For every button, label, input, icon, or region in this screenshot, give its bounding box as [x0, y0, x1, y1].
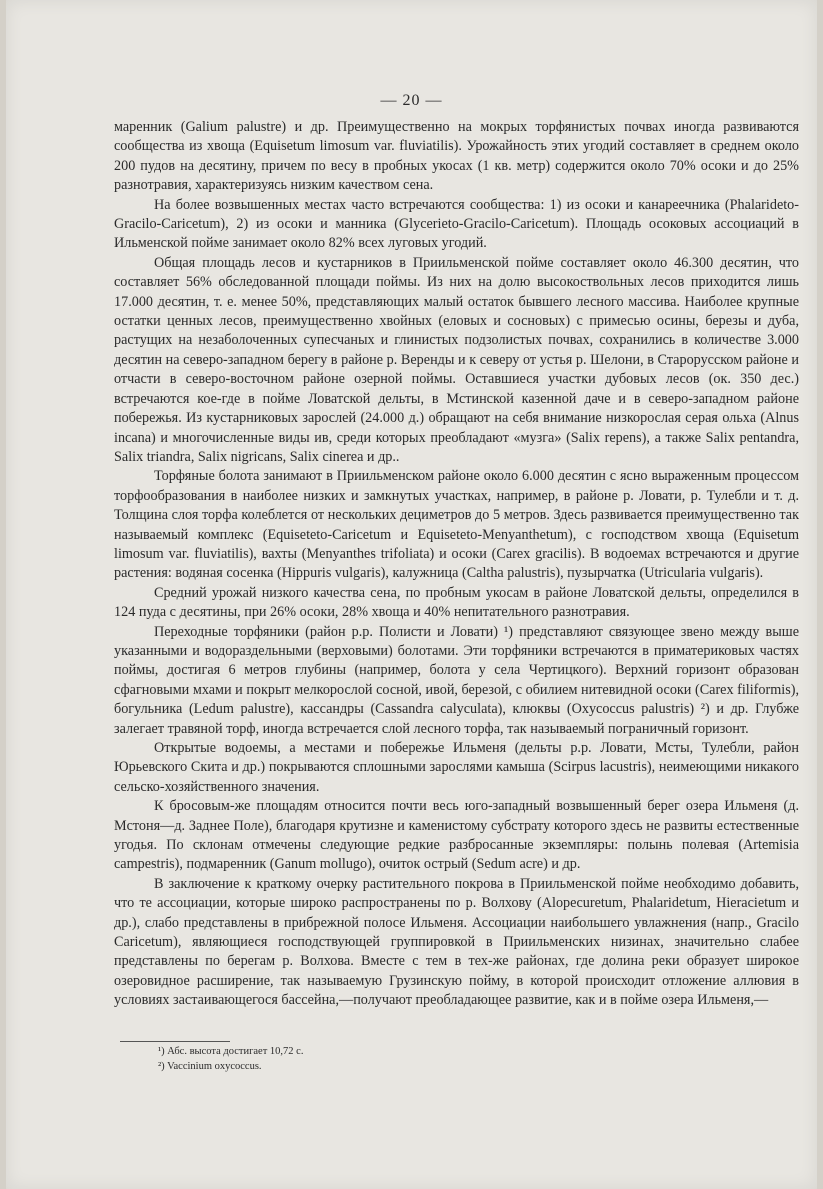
document-page	[6, 0, 817, 1189]
footnotes	[158, 1044, 558, 1074]
paragraph: К бросовым-же площадям относится почти весь юго-западный возвышенный берег озера Ильменя (д. Мстоня—д. Заднее Поле), благодаря крутизне и каменистому субстрату которого здесь не развиты естественные угодья. По склонам отмечены следующие редкие разбросанные экземпляры: полынь полевая (Artemisia campestris), подмаренник (Ganum mollugo), очиток острый (Sedum acre) и др.	[114, 798, 799, 873]
paragraph: В заключение к краткому очерку растительного покрова в Приильменской пойме необходимо добавить, что те ассоциации, которые широко распространены по р. Волхову (Alopecuretum, Phalaridetum, Hieracietum и др.), слабо представлены в прибрежной полосе Ильменя. Ассоциации наибольшего увлажнения (напр., Gracilo Caricetum), являющиеся господствующей группировкой в Приильменских низинах, значительно слабее представлены по берегам р. Волхова. Вместе с тем в тех-же районах, где долина реки образует широкое озеровидное расширение, так называемую Грузинскую пойму, в которой происходит отложение аллювия в условиях застаивающегося бассейна,—получают преобладающее развитие, как и в пойме озера Ильменя,—	[114, 875, 799, 1009]
paragraph: Общая площадь лесов и кустарников в Приильменской пойме составляет около 46.300 десятин, что составляет 56% обследованной площади поймы. Из них на долю высокоствольных лесов приходится лишь 17.000 десятин, т. е. менее 50%, представляющих малый остаток бывшего лесного массива. Наиболее крупные остатки ценных лесов, преимущественно хвойных (еловых и сосновых) с примесью осины, березы и дуба, растущих на незаболоченных супесчаных и глинистых подзолистых почвах, сохранились в количестве 3.000 десятин на северо-западном берегу в районе р. Веренды и к северу от устья р. Шелони, в Старорусском районе и отчасти в северо-восточном районе озерной поймы. Оставшиеся участки дубовых лесов (ок. 350 дес.) встречаются кое-где в пойме Ловатской дельты, в Мстинской казенной даче и в северо-западном районе побережья. Из кустарниковых зарослей (24.000 д.) обращают на себя внимание низкорослая серая ольха (Alnus incana) и многочисленные виды ив, среди которых преобладают «музга» (Salix repens), а также Salix pentandra, Salix triandra, Salix nigricans, Salix cinerea и др..	[114, 254, 799, 465]
footnote-1: ¹) Абс. высота достигает 10,72 с.	[158, 1046, 304, 1057]
page-number: — 20 —	[380, 92, 443, 109]
paragraph: Переходные торфяники (район р.р. Полисти и Ловати) ¹) представляют связующее звено между выше указанными и водораздельными (верховыми) болотами. Эти торфяники встречаются в приматериковых частях поймы, достигая 6 метров глубины (например, болота у села Чертицкого). Верхний горизонт образован сфагновыми мхами и покрыт мелкорослой сосной, ивой, березой, с обилием нитевидной осоки (Carex filiformis), богульника (Ledum palustre), кассандры (Cassandra calyculata), клюквы (Oxycoccus palustris) ²) и др. Глубже залегает травяной торф, иногда встречается слой лесного торфа, так называемый пограничный горизонт.	[114, 623, 799, 737]
paragraph: На более возвышенных местах часто встречаются сообщества: 1) из осоки и канареечника (Phalarideto-Gracilo-Caricetum), 2) из осоки и манника (Glycerieto-Gracilo-Caricetum). Площадь осоковых ассоциаций в Ильменской пойме занимает около 82% всех луговых угодий.	[114, 196, 799, 252]
paragraph: маренник (Galium palustre) и др. Преимущественно на мокрых торфянистых почвах иногда развиваются сообщества из хвоща (Equisetum limosum var. fluviatilis). Урожайность этих угодий составляет в среднем около 200 пудов на десятину, причем по весу в пробных укосах (1 кв. метр) содержится около 70% осоки и до 25% разнотравия, характеризуясь низким качеством сена.	[114, 119, 799, 194]
paragraph: Средний урожай низкого качества сена, по пробным укосам в районе Ловатской дельты, определился в 124 пуда с десятины, при 26% осоки, 28% хвоща и 40% непитательного разнотравия.	[114, 584, 799, 621]
paragraph: Торфяные болота занимают в Приильменском районе около 6.000 десятин с ясно выраженным процессом торфообразования в наиболее низких и замкнутых участках, например, в районе р. Ловати, р. Тулебли и т. д. Толщина слоя торфа колеблется от нескольких дециметров до 5 метров. Здесь развивается преимущественно так называемый комплекс (Equiseteto-Caricetum и Equiseteto-Menyanthetum), с господством хвоща (Equisetum limosum var. fluviatilis), вахты (Menyanthes trifoliata) и осоки (Carex gracilis). В водоемах встречаются и другие растения: водяная сосенка (Hippuris vulgaris), калужница (Caltha palustris), пузырчатка (Utricularia vulgaris).	[114, 468, 799, 582]
paragraph: Открытые водоемы, а местами и побережье Ильменя (дельты р.р. Ловати, Мсты, Тулебли, район Юрьевского Скита и др.) покрываются сплошными зарослями камыша (Scirpus lacustris), неимеющими никакого сельско-хозяйственного значения.	[114, 740, 799, 795]
body-text	[114, 118, 799, 1011]
footnote-divider	[120, 1041, 230, 1042]
footnote-2: ²) Vaccinium oxycoccus.	[158, 1061, 262, 1072]
